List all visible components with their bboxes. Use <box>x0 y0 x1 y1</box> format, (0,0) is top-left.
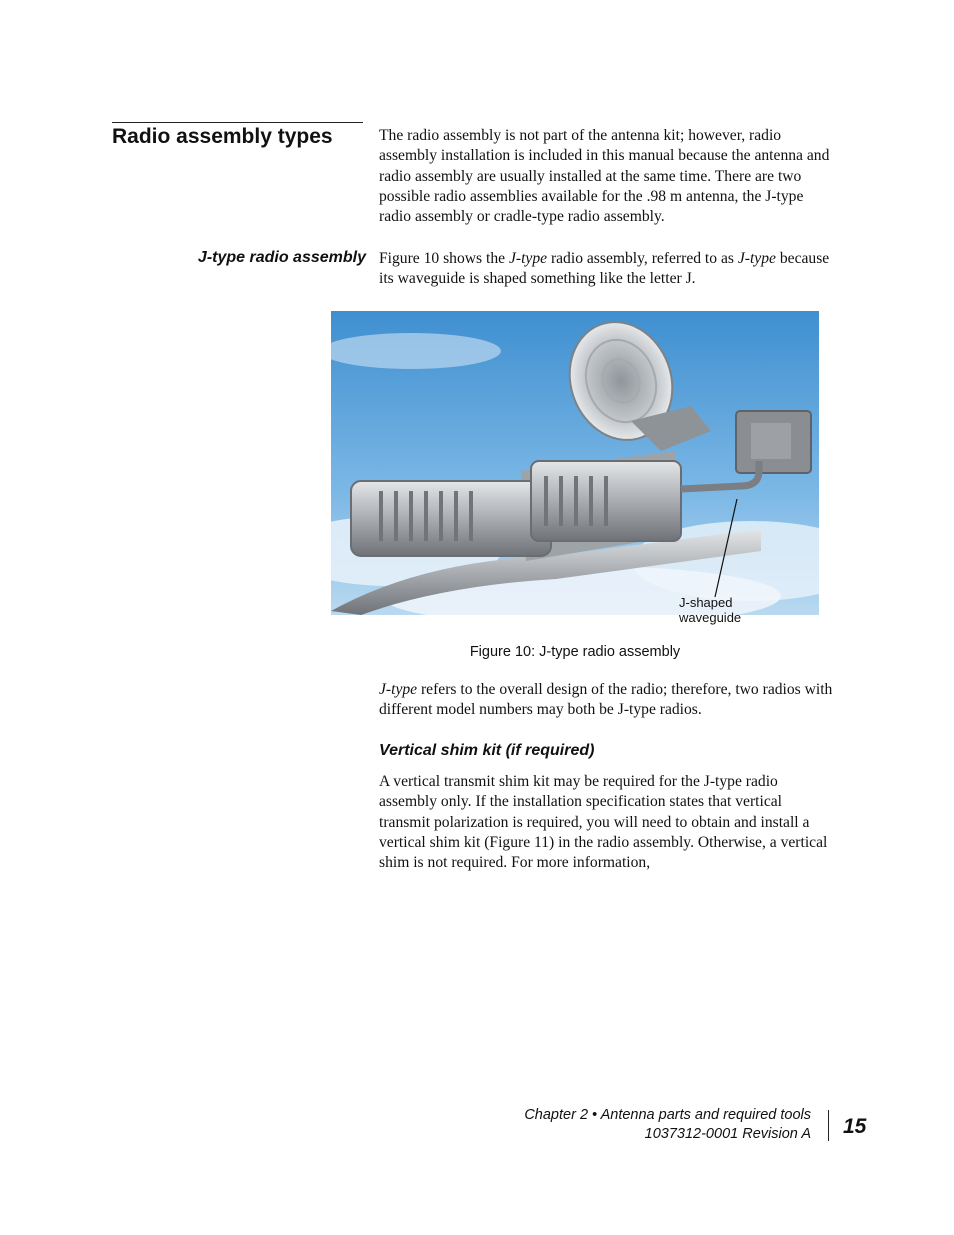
section-rule <box>112 122 363 123</box>
footer-divider <box>828 1110 829 1141</box>
intro-paragraph: The radio assembly is not part of the antenna kit; however, radio assembly installation is included in this manual because the antenna and radio assembly are usually installed at the same time. There are two possible radio assemblies available for the .98 m antenna, the J-type radio assembly or cradle-type radio assembly. <box>379 127 830 226</box>
footer-doc-number: 1037312-0001 Revision A <box>644 1126 811 1142</box>
jtype-paragraph: Figure 10 shows the J-type radio assembly, referred to as J-type because its waveguide is shaped something like the letter J. <box>379 250 830 288</box>
shim-heading: Vertical shim kit (if required) <box>379 742 595 759</box>
figure-caption: Figure 10: J-type radio assembly <box>469 644 681 660</box>
footer-chapter: Chapter 2 • Antenna parts and required tools <box>524 1107 811 1123</box>
page-number: 15 <box>843 1115 867 1138</box>
waveguide-callout: J-shaped waveguide <box>679 595 742 625</box>
shim-paragraph: A vertical transmit shim kit may be required for the J-type radio assembly only. If the installation specification states that vertical transmit polarization is required, you will need to obtain and install a vertical shim kit (Figure 11) in the radio assembly. Otherwise, a vertical shim is not required. For more information, <box>379 773 828 872</box>
page-footer <box>524 1106 811 1144</box>
section-title: Radio assembly types <box>112 125 333 148</box>
jtype-note-paragraph: J-type refers to the overall design of the radio; therefore, two radios with different model numbers may both be J-type radios. <box>379 681 833 719</box>
jtype-heading: J-type radio assembly <box>197 249 366 266</box>
radio-assembly-photo <box>331 311 819 615</box>
